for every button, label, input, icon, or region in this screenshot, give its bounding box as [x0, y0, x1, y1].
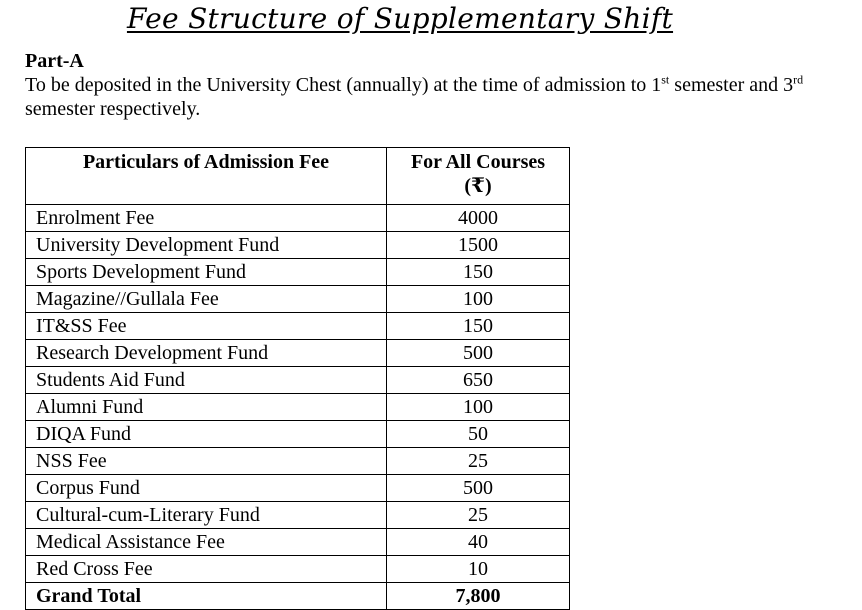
- fee-name: Medical Assistance Fee: [26, 529, 387, 556]
- page-title: Fee Structure of Supplementary Shift: [126, 2, 674, 35]
- fee-amount: 40: [387, 529, 570, 556]
- fee-amount: 500: [387, 475, 570, 502]
- fee-amount: 650: [387, 367, 570, 394]
- table-row: [26, 448, 570, 475]
- grand-total-label: Grand Total: [26, 583, 387, 610]
- fee-amount: 25: [387, 502, 570, 529]
- table-row: [26, 367, 570, 394]
- table-row: [26, 313, 570, 340]
- fee-name: Sports Development Fund: [26, 259, 387, 286]
- table-row: [26, 502, 570, 529]
- intro-paragraph: [25, 73, 855, 121]
- part-label: Part-A: [25, 50, 84, 72]
- fee-name: Alumni Fund: [26, 394, 387, 421]
- fee-amount: 500: [387, 340, 570, 367]
- fee-name: Cultural-cum-Literary Fund: [26, 502, 387, 529]
- intro-sup-first: st: [661, 72, 670, 87]
- fee-name: Magazine//Gullala Fee: [26, 286, 387, 313]
- fee-amount: 150: [387, 259, 570, 286]
- fee-amount: 100: [387, 286, 570, 313]
- intro-text-before: To be deposited in the University Chest (annually) at the time of admission to 1: [25, 74, 662, 96]
- fee-name: Students Aid Fund: [26, 367, 387, 394]
- intro-text-mid: semester and 3: [669, 74, 794, 96]
- fee-amount: 10: [387, 556, 570, 583]
- fee-name: Enrolment Fee: [26, 205, 387, 232]
- fee-amount: 1500: [387, 232, 570, 259]
- fee-amount: 100: [387, 394, 570, 421]
- table-row: [26, 394, 570, 421]
- table-row: [26, 475, 570, 502]
- fee-amount: 150: [387, 313, 570, 340]
- table-header-row: [26, 148, 570, 205]
- fee-name: Research Development Fund: [26, 340, 387, 367]
- fee-name: Red Cross Fee: [26, 556, 387, 583]
- table-row: [26, 232, 570, 259]
- header-for-all-courses: [387, 148, 570, 205]
- fee-amount: 4000: [387, 205, 570, 232]
- table-row: [26, 259, 570, 286]
- table-row: [26, 556, 570, 583]
- table-row: [26, 286, 570, 313]
- fee-name: Corpus Fund: [26, 475, 387, 502]
- fee-amount: 25: [387, 448, 570, 475]
- table-row: [26, 421, 570, 448]
- fee-name: NSS Fee: [26, 448, 387, 475]
- table-row: [26, 529, 570, 556]
- table-row: [26, 340, 570, 367]
- grand-total-amount: 7,800: [387, 583, 570, 610]
- fee-name: IT&SS Fee: [26, 313, 387, 340]
- grand-total-row: [26, 583, 570, 610]
- header-courses-label: For All Courses: [410, 151, 546, 173]
- table-row: [26, 205, 570, 232]
- fee-name: University Development Fund: [26, 232, 387, 259]
- intro-sup-third: rd: [793, 72, 804, 87]
- fee-table: [25, 147, 570, 610]
- fee-name: DIQA Fund: [26, 421, 387, 448]
- header-currency: (₹): [464, 175, 492, 197]
- fee-amount: 50: [387, 421, 570, 448]
- intro-text-after: semester respectively.: [25, 98, 201, 120]
- header-particulars: Particulars of Admission Fee: [26, 148, 387, 205]
